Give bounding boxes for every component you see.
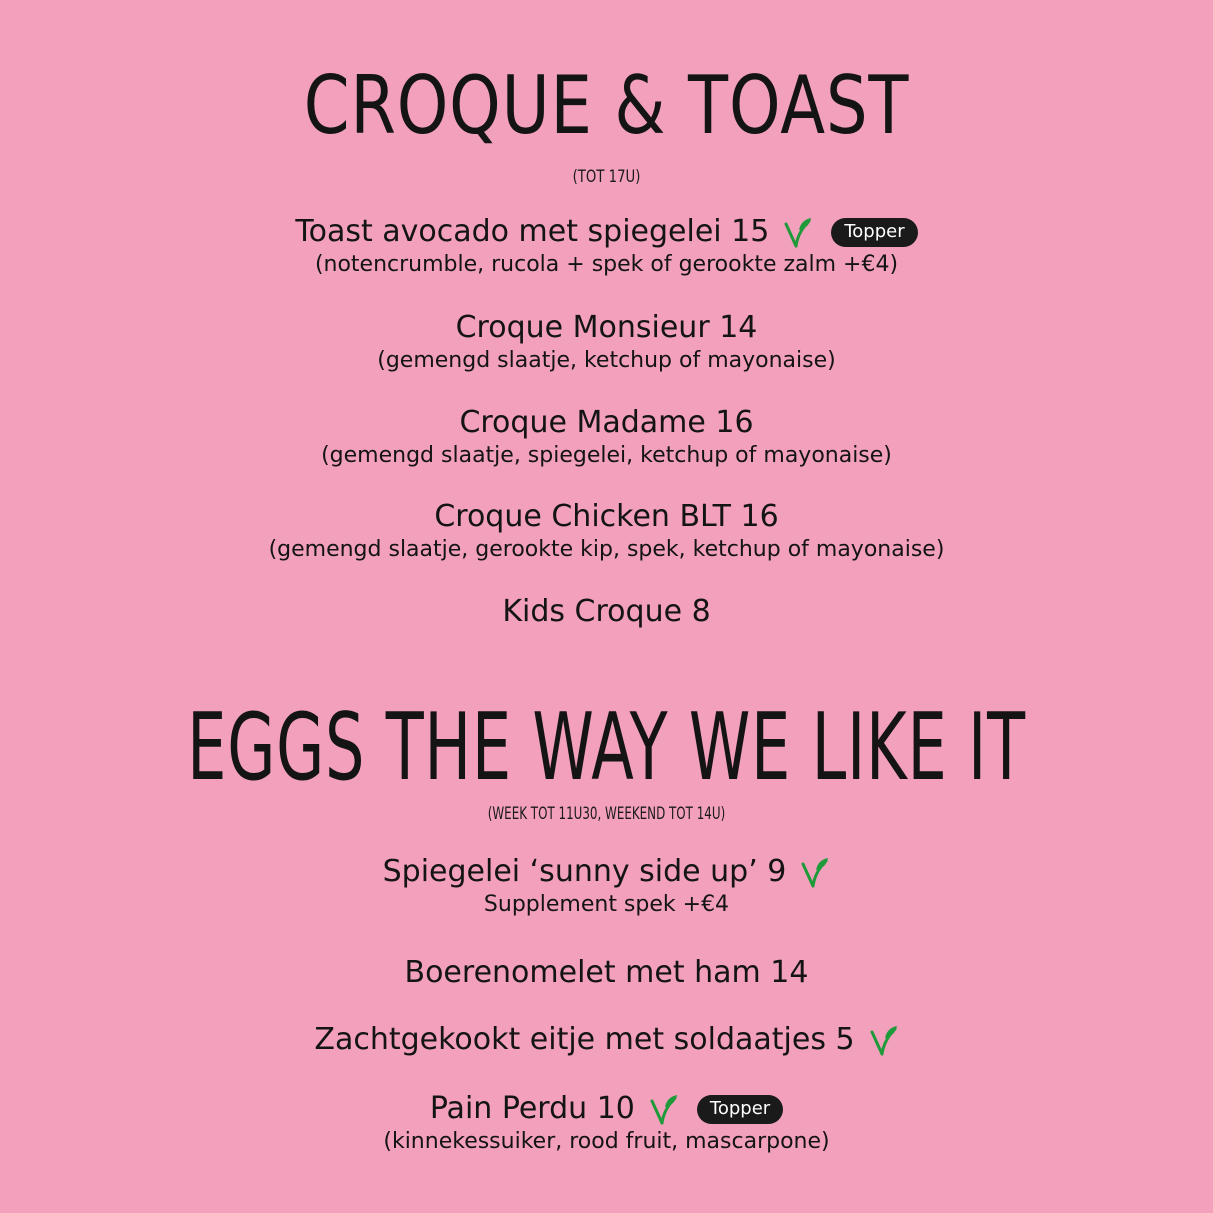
- section-subtitle-eggs: (WEEK TOT 11U30, WEEKEND TOT 14U): [487, 804, 726, 824]
- section-title-eggs: EGGS THE WAY WE LIKE IT: [187, 693, 1026, 801]
- leaf-icon: [869, 1024, 899, 1056]
- item-name: Croque Madame 16: [459, 405, 754, 440]
- item-name: Zachtgekookt eitje met soldaatjes 5: [314, 1022, 855, 1057]
- item-description: (kinnekessuiker, rood fruit, mascarpone): [383, 1129, 830, 1154]
- leaf-icon: [800, 856, 830, 888]
- topper-badge: Topper: [697, 1095, 783, 1124]
- section-subtitle-croque-toast: (TOT 17U): [572, 167, 641, 187]
- item-description: (gemengd slaatje, spiegelei, ketchup of mayonaise): [321, 443, 892, 468]
- leaf-icon: [783, 216, 813, 248]
- menu-item-zachtgekookt-eitje: [0, 1022, 1213, 1058]
- item-name: Spiegelei ‘sunny side up’ 9: [382, 854, 787, 889]
- menu-item-kids-croque: [0, 594, 1213, 630]
- item-description: (notencrumble, rucola + spek of gerookte zalm +€4): [314, 252, 899, 277]
- menu-item-spiegelei: [0, 854, 1213, 919]
- item-description: (gemengd slaatje, ketchup of mayonaise): [377, 348, 836, 373]
- menu-item-croque-madame: [0, 405, 1213, 470]
- menu-item-boerenomelet: [0, 955, 1213, 991]
- menu-item-croque-chicken-blt: [0, 499, 1213, 564]
- menu-item-toast-avocado: [0, 214, 1213, 279]
- leaf-icon: [649, 1093, 679, 1125]
- item-name: Pain Perdu 10: [429, 1091, 635, 1126]
- section-title-croque-toast: CROQUE & TOAST: [303, 59, 910, 152]
- item-name: Toast avocado met spiegelei 15: [295, 214, 770, 249]
- menu-item-croque-monsieur: [0, 310, 1213, 375]
- item-name: Boerenomelet met ham 14: [404, 955, 809, 990]
- item-name: Croque Chicken BLT 16: [434, 499, 779, 534]
- item-description: (gemengd slaatje, gerookte kip, spek, ketchup of mayonaise): [268, 537, 945, 562]
- topper-badge: Topper: [831, 218, 917, 247]
- item-name: Croque Monsieur 14: [455, 310, 758, 345]
- menu-item-pain-perdu: [0, 1091, 1213, 1156]
- item-name: Kids Croque 8: [502, 594, 711, 629]
- item-description: Supplement spek +€4: [483, 892, 730, 917]
